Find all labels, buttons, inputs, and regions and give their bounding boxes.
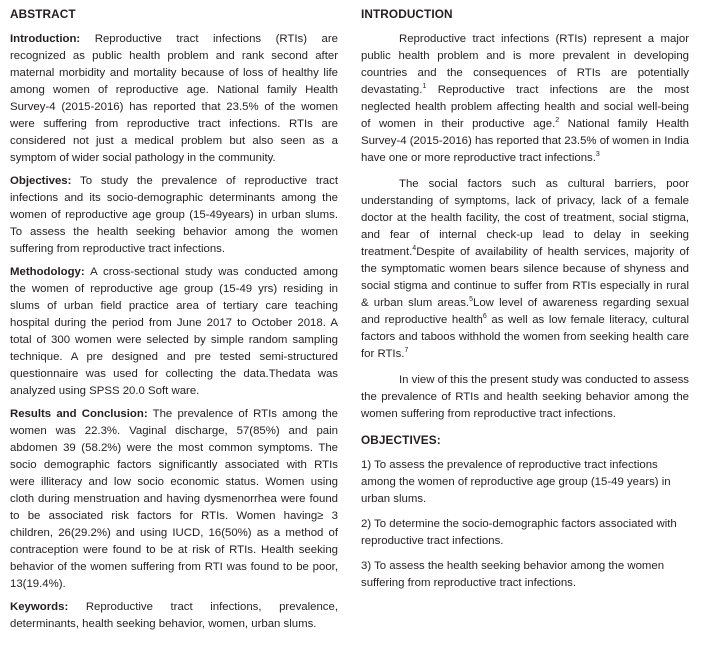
intro-p1-text: Reproductive tract infections (RTIs) represent a major public health problem and is more prevalent in developing countries and the consequences of RTIs are potentially devastating. — [361, 33, 689, 96]
objectives-heading: OBJECTIVES: — [361, 433, 441, 447]
abstract-methodology-text: A cross-sectional study was conducted among the women of reproductive age group (15-49 yrs) residing in slums of urban field practice area of tertiary care teaching hospital during the period from June 2017 to October 2018. A total of 300 women were selected by simple random sampling technique. A pre designed and pre tested semi-structured questionnaire was used for collecting the data.Thedata was analyzed using SPSS 20.0 Soft ware. — [10, 266, 338, 397]
intro-p2-text-4: as well as low female literacy, cultural factors and taboos withhold the women from seeking health care for RTIs. — [361, 314, 689, 360]
objective-item-3: 3) To assess the health seeking behavior among the women suffering from reproductive tract infections. — [361, 560, 665, 589]
abstract-objectives-text: To study the prevalence of reproductive tract infections and its socio-demographic determinants among the women of reproductive age group (15-49years) in urban slums. To assess the health seeking behavior among the women suffering from reproductive tract infections. — [10, 175, 338, 255]
reference-6: 6 — [482, 313, 487, 321]
abstract-keywords-text: Reproductive tract infections, prevalence, determinants, health seeking behavior, women, urban slums. — [10, 601, 338, 630]
objective-item-1: 1) To assess the prevalence of reproductive tract infections among the women of reproductive age group (15-49 years) in urban slums. — [361, 459, 671, 505]
abstract-keywords — [10, 599, 338, 633]
abstract-results — [10, 406, 338, 593]
objectives-list — [361, 457, 689, 592]
introduction-paragraph-1 — [361, 31, 689, 167]
abstract-introduction-text: Reproductive tract infections (RTIs) are recognized as public health problem and rank second after maternal morbidity and mortality because of loss of healthy life among women of reproductive age. National family Health Survey-4 (2015-2016) has reported that 23.5% of the women were suffering from reproductive tract infections. RTIs are considered not just a medical problem but also seen as a symptom of wider social pathology in the community. — [10, 33, 338, 164]
intro-p2-text-2: Despite of availability of health services, majority of the symptomatic women bears silence because of shyness and social stigma and continue to suffer from RTIs especially in rural & urban slum areas. — [361, 246, 689, 309]
introduction-heading: INTRODUCTION — [361, 7, 453, 21]
abstract-keywords-label: Keywords: — [10, 601, 69, 613]
abstract-column — [10, 6, 338, 639]
reference-4: 4 — [412, 245, 417, 253]
objective-item-2: 2) To determine the socio-demographic factors associated with reproductive tract infections. — [361, 518, 677, 547]
intro-p2-text: The social factors such as cultural barriers, poor understanding of symptoms, lack of privacy, lack of a female doctor at the health facility, the cost of treatment, social stigma, and fear of internal check-up lead to delay in seeking treatment. — [361, 178, 689, 258]
abstract-objectives — [10, 173, 338, 258]
abstract-results-label: Results and Conclusion: — [10, 408, 148, 420]
reference-7: 7 — [404, 347, 409, 355]
abstract-methodology — [10, 264, 338, 400]
introduction-column — [361, 6, 689, 600]
abstract-heading: ABSTRACT — [10, 7, 76, 21]
reference-1: 1 — [422, 83, 427, 91]
abstract-methodology-label: Methodology: — [10, 266, 85, 278]
reference-5: 5 — [469, 296, 473, 304]
intro-p1-text-3: National family Health Survey-4 (2015-2016) has reported that 23.5% of women in India have one or more reproductive tract infections. — [361, 118, 689, 164]
reference-2: 2 — [555, 117, 560, 125]
abstract-results-text: The prevalence of RTIs among the women was 22.3%. Vaginal discharge, 57(85%) and pain abdomen 39 (58.2%) were the most common symptoms. The socio demographic factors significantly associated with RTIs were illiteracy and low socio economic status. Women using cloth during menstruation and having dysmenorrhea were found to be associated risk factors for RTIs. Women having≥ 3 children, 26(29.2%) and using IUCD, 16(50%) as a method of contraception were found to be at risk of RTIs. Health seeking behavior of the women suffering from RTI was found to be poor, 13(19.4%). — [10, 408, 338, 590]
abstract-objectives-label: Objectives: — [10, 175, 72, 187]
reference-3: 3 — [595, 151, 600, 159]
intro-p1-text-2: Reproductive tract infections are the most neglected health problem affecting health and social well-being of women in their productive age. — [361, 84, 689, 130]
intro-p2-text-3: Low level of awareness regarding sexual and reproductive health — [361, 297, 689, 326]
introduction-paragraph-2 — [361, 176, 689, 363]
introduction-paragraph-3: In view of this the present study was conducted to assess the prevalence of RTIs and health seeking behavior among the women suffering from reproductive tract infections. — [361, 374, 689, 420]
abstract-introduction — [10, 31, 338, 167]
abstract-introduction-label: Introduction: — [10, 33, 81, 45]
